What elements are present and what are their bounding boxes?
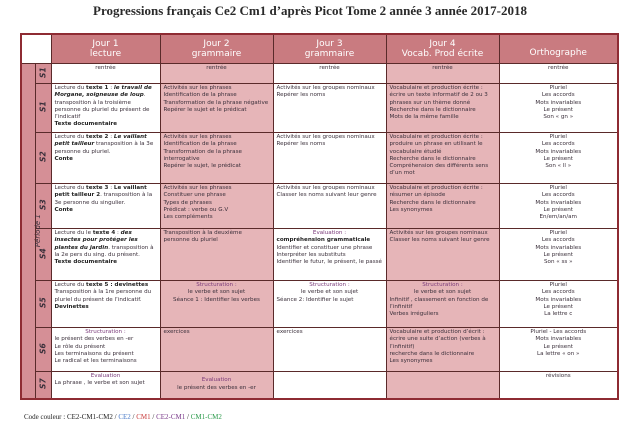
header-jour3: Jour 3 grammaire (273, 34, 386, 64)
week-label: S4 (35, 229, 51, 281)
cell: Activités sur les groupes nominaux Repérer les noms (273, 133, 386, 184)
cell: Vocabulaire et production écrite : résumer un épisode Recherche dans le dictionnaire Les synonymes (386, 184, 499, 229)
table-row (21, 281, 618, 328)
cell: rentrée (499, 64, 618, 84)
cell: Activités sur les phrases Constituer une phrase Types de phrases Prédicat : verbe ou G.V Les compléments (160, 184, 273, 229)
legend-cm1: CM1 (136, 413, 151, 421)
cell: Vocabulaire et production écrite : produire un phrase en utilisant le vocabulaire étudié Recherche dans le dictionnaire Compréhension des différents sens d’un mot (386, 133, 499, 184)
table-row (21, 372, 618, 399)
cell (386, 372, 499, 399)
cell: Activités sur les phrases Identification de la phrase Transformation de la phrase négative Repérer le sujet et le prédicat (160, 84, 273, 133)
cell: Structuration : le verbe et son sujet Séance 1 : Identifier les verbes (160, 281, 273, 328)
cell: Lecture du texte 2 : Le vaillant petit tailleur transposition à la 3e personne du pluriel. Conte (51, 133, 160, 184)
table-row (21, 328, 618, 372)
color-legend: Code couleur : CE2-CM1-CM2 / CE2 / CM1 / CE2-CM1 / CM1-CM2 (24, 413, 222, 421)
header-orthographe: Orthographe (499, 34, 618, 64)
progression-table (20, 33, 619, 400)
cell: Activités sur les groupes nominaux Repérer les noms (273, 84, 386, 133)
cell: Activités sur les phrases Identification de la phrase Transformation de la phrase interrogative Repérer le sujet, le prédicat (160, 133, 273, 184)
cell: Pluriel Les accords Mots invariables Le présent En/em/an/am (499, 184, 618, 229)
legend-ce2-cm1: CE2-CM1 (156, 413, 186, 421)
cell: Lecture du texte 5 : devinettes Transposition à la 1re personne du pluriel du présent de l’indicatif. Devinettes (51, 281, 160, 328)
cell: Pluriel Les accords Mots invariables Le présent Son « ll » (499, 133, 618, 184)
cell: Structuration : le verbe et son sujet Séance 2: Identifier le sujet (273, 281, 386, 328)
week-label: S1 (35, 84, 51, 133)
week-label: S1 (35, 64, 51, 84)
table-row (21, 133, 618, 184)
period-label: Période 1 (21, 64, 35, 399)
table-row (21, 64, 618, 84)
cell: rentrée (273, 64, 386, 84)
cell: Evaluation : compréhension grammaticale Identifier et constituer une phrase Interpréter les substituts Identifier le futur, le présent, le passé (273, 229, 386, 281)
cell: Pluriel Les accords Mots invariables Le présent La lettre c (499, 281, 618, 328)
cell: Vocabulaire et production écrite : écrire un texte informatif de 2 ou 3 phrases sur un thème donné Recherche dans le dictionnaire Mots de la même famille (386, 84, 499, 133)
week-label: S5 (35, 281, 51, 328)
week-label: S6 (35, 328, 51, 372)
cell: Pluriel Les accords Mots invariables Le présent Son « ss » (499, 229, 618, 281)
header-row (21, 34, 618, 64)
cell: Evaluation La phrase , le verbe et son sujet (51, 372, 160, 399)
header-jour2: Jour 2 grammaire (160, 34, 273, 64)
cell: révisions (499, 372, 618, 399)
header-jour1: Jour 1 lecture (51, 34, 160, 64)
cell: Vocabulaire et production d’écrit : écrire une suite d’action (verbes à l’infinitif) recherche dans le dictionnaire Les synonymes (386, 328, 499, 372)
cell: exercices (273, 328, 386, 372)
cell: Evaluation le présent des verbes en -er (160, 372, 273, 399)
cell: Transposition à la deuxième personne du pluriel (160, 229, 273, 281)
table-row (21, 84, 618, 133)
header-jour4: Jour 4 Vocab. Prod écrite (386, 34, 499, 64)
cell: rentrée (51, 64, 160, 84)
cell: rentrée (160, 64, 273, 84)
cell: Structuration : le verbe et son sujet Infinitif , classement en fonction de l’infinitif Verbes irréguliers (386, 281, 499, 328)
week-label: S2 (35, 133, 51, 184)
cell: Lecture du texte 3 : Le vaillant petit tailleur 2. transposition à la 3e personne du singulier. Conte (51, 184, 160, 229)
legend-ce2: CE2 (118, 413, 131, 421)
table-row (21, 229, 618, 281)
page-title: Progressions français Ce2 Cm1 d’après Picot Tome 2 année 3 année 2017-2018 (93, 3, 527, 18)
legend-ce2-cm1-cm2: CE2-CM1-CM2 (66, 413, 113, 421)
cell: Activités sur les groupes nominaux Classer les noms suivant leur genre (386, 229, 499, 281)
cell: Pluriel - Les accords Mots invariables Le présent La lettre « on » (499, 328, 618, 372)
table-row (21, 184, 618, 229)
cell: Pluriel Les accords Mots invariables Le présent Son « gn » (499, 84, 618, 133)
cell: Lecture du texte 1 : le travail de Morgane, soigneuse de loup. transposition à la troisième personne du pluriel du présent de l’indicatif Texte documentaire (51, 84, 160, 133)
week-label: S7 (35, 372, 51, 399)
cell: Lecture du le texte 4 : des insectes pour protéger les plantes du jardin. transposition à la 2e pers du sing. du présent. Texte documentaire (51, 229, 160, 281)
legend-cm1-cm2: CM1-CM2 (190, 413, 222, 421)
cell: Structuration : le présent des verbes en -er Le rôle du présent Les terminaisons du présent Le radical et les terminaisons (51, 328, 160, 372)
cell (273, 372, 386, 399)
cell: rentrée (386, 64, 499, 84)
cell: exercices (160, 328, 273, 372)
week-label: S3 (35, 184, 51, 229)
cell: Activités sur les groupes nominaux Classer les noms suivant leur genre (273, 184, 386, 229)
corner-cell (21, 34, 51, 64)
